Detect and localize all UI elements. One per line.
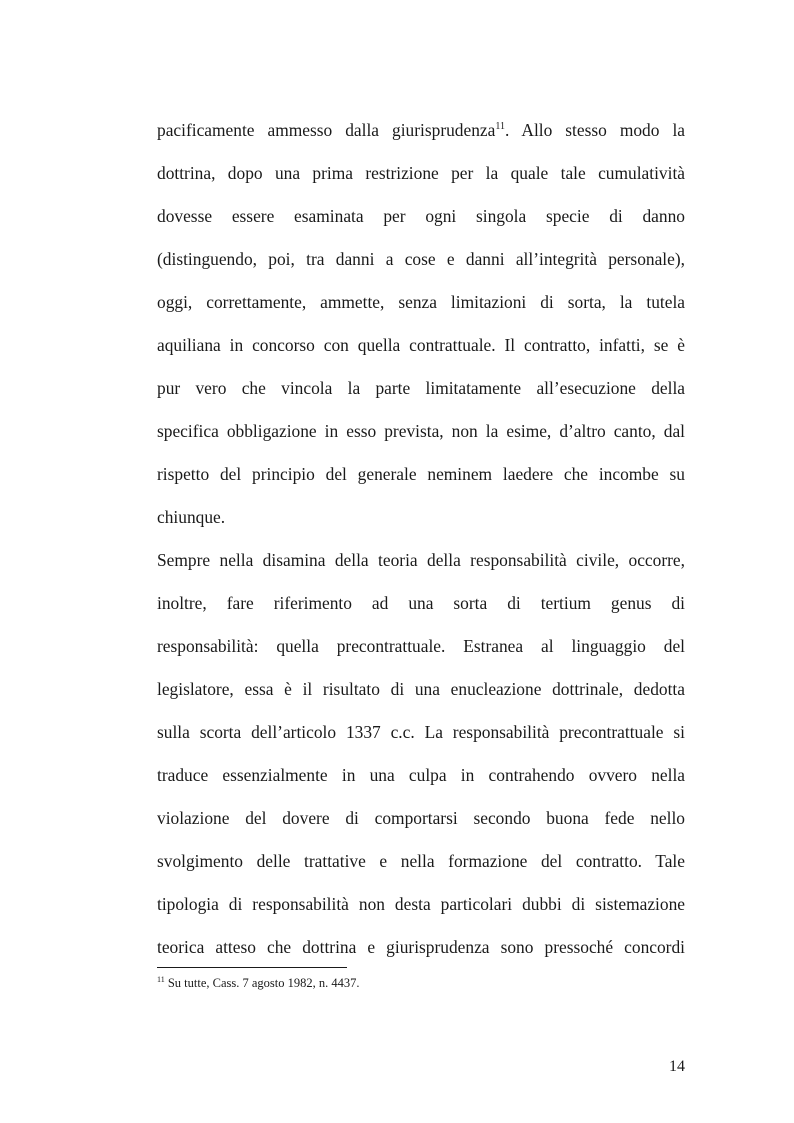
- body-line-5: oggi, correttamente, ammette, senza limitazioni di sorta, la tutela: [157, 292, 685, 312]
- body-line-9: rispetto del principio del generale neminem laedere che incombe su: [157, 464, 685, 484]
- body-line-18: svolgimento delle trattative e nella formazione del contratto. Tale: [157, 851, 685, 871]
- body-line-1: [157, 120, 685, 140]
- footnote-text: Su tutte, Cass. 7 agosto 1982, n. 4437.: [164, 976, 360, 990]
- body-line-15: sulla scorta dell’articolo 1337 c.c. La responsabilità precontrattuale si: [157, 722, 685, 742]
- body-line-6: aquiliana in concorso con quella contrattuale. Il contratto, infatti, se è: [157, 335, 685, 355]
- footnote-separator: [157, 967, 347, 968]
- body-line-8: specifica obbligazione in esso prevista, non la esime, d’altro canto, dal: [157, 421, 685, 441]
- body-line-1-text: pacificamente ammesso dalla giurisprudenza: [157, 120, 496, 140]
- body-line-16: traduce essenzialmente in una culpa in contrahendo ovvero nella: [157, 765, 685, 785]
- body-line-12: inoltre, fare riferimento ad una sorta di tertium genus di: [157, 593, 685, 613]
- body-line-11: Sempre nella disamina della teoria della responsabilità civile, occorre,: [157, 550, 685, 570]
- body-line-3: dovesse essere esaminata per ogni singola specie di danno: [157, 206, 685, 226]
- body-line-10: chiunque.: [157, 507, 226, 527]
- body-line-20: teorica atteso che dottrina e giurisprudenza sono pressoché concordi: [157, 937, 685, 957]
- body-line-1-tail: . Allo stesso modo la: [505, 120, 685, 140]
- body-line-13: responsabilità: quella precontrattuale. Estranea al linguaggio del: [157, 636, 685, 656]
- body-line-7: pur vero che vincola la parte limitatamente all’esecuzione della: [157, 378, 685, 398]
- body-line-17: violazione del dovere di comportarsi secondo buona fede nello: [157, 808, 685, 828]
- body-line-19: tipologia di responsabilità non desta particolari dubbi di sistemazione: [157, 894, 685, 914]
- footnote-reference[interactable]: 11: [495, 121, 505, 132]
- page-number: 14: [669, 1058, 685, 1075]
- body-line-2: dottrina, dopo una prima restrizione per la quale tale cumulatività: [157, 163, 685, 183]
- body-line-14: legislatore, essa è il risultato di una enucleazione dottrinale, dedotta: [157, 679, 685, 699]
- body-line-4: (distinguendo, poi, tra danni a cose e danni all’integrità personale),: [157, 249, 685, 269]
- footnote: [157, 975, 685, 991]
- footnote-number: 11: [157, 975, 165, 984]
